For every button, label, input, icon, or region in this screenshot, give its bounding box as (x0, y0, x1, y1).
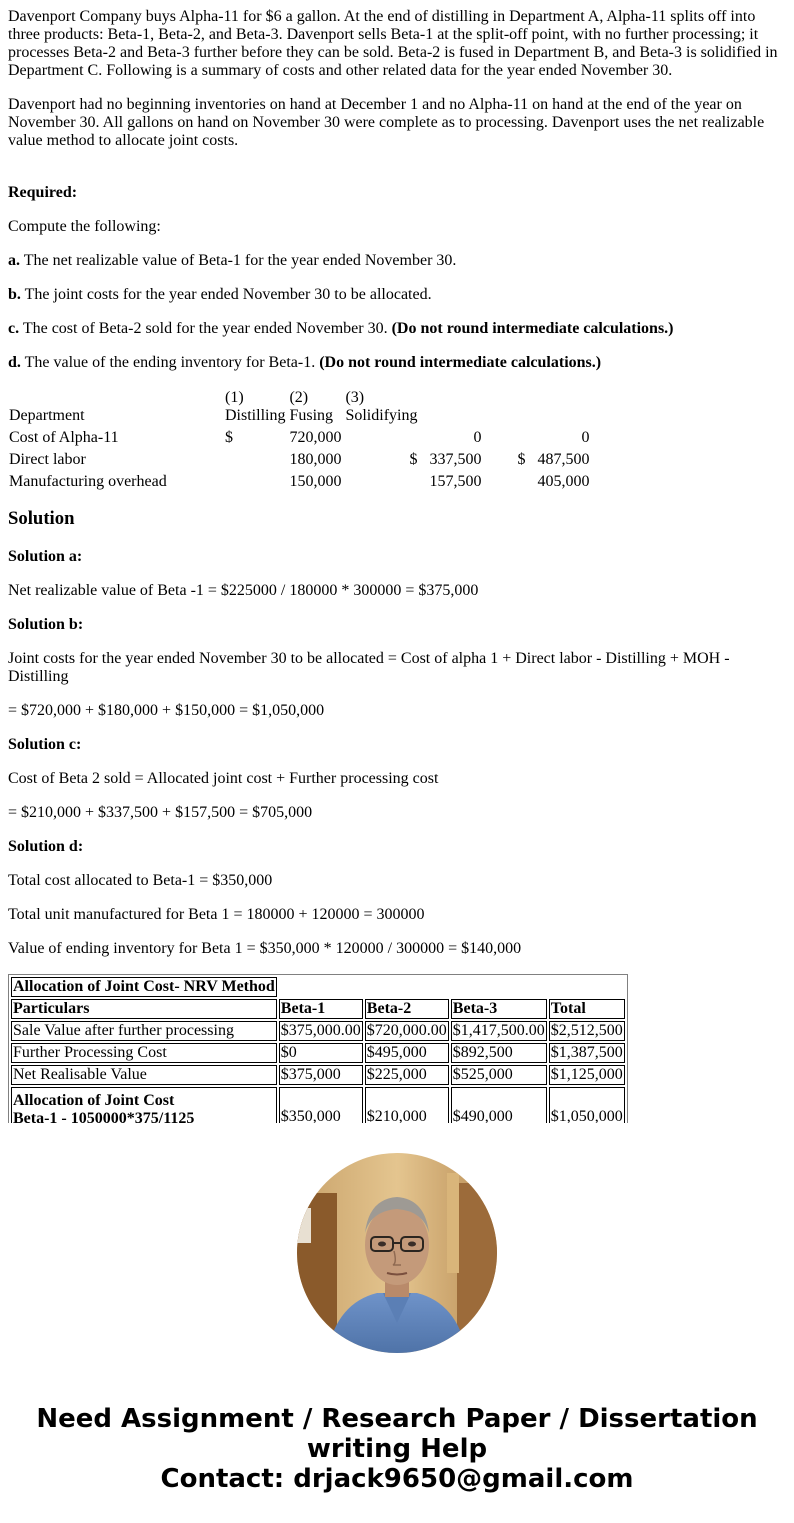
cell: 0 (581, 429, 590, 446)
requirement-note: (Do not round intermediate calculations.) (319, 354, 602, 371)
table-row (11, 1087, 625, 1123)
cell: $ (409, 451, 418, 468)
cell: $490,000 (451, 1087, 547, 1123)
required-heading: Required: (8, 184, 78, 201)
column-name: Solidifying (345, 407, 418, 424)
table-row (11, 1065, 625, 1085)
cell: 487,500 (537, 451, 590, 468)
banner-line-2: writing Help (306, 1434, 488, 1464)
column-header: Beta-1 (279, 999, 363, 1019)
solution-a-text: Net realizable value of Beta -1 = $225000 / 180000 * 300000 = $375,000 (8, 582, 479, 599)
cell (344, 472, 418, 492)
table-row (11, 1021, 625, 1041)
cell: 0 (473, 429, 482, 446)
cell: $1,050,000 (549, 1087, 625, 1123)
allocation-title-row (11, 977, 625, 997)
cell: $525,000 (451, 1065, 547, 1085)
cell: 180,000 (289, 451, 342, 468)
problem-paragraph-1: Davenport Company buys Alpha-11 for $6 a gallon. At the end of distilling in Department A, Alpha-11 splits off into three products: Beta-1, Beta-2, and Beta-3. Davenport sells Beta-1 at the split-off point, with no further processing; it processes Beta-2 and Beta-3 further before they can be sold. Beta-2 is fused in Department B, and Beta-3 is solidified in Department C. Following is a summary of costs and other related data for the year ended November 30. (8, 8, 778, 79)
allocation-label: Allocation of Joint Cost (13, 1092, 175, 1109)
cell: $225,000 (365, 1065, 449, 1085)
cell: $2,512,500 (550, 1022, 623, 1039)
author-photo-image (297, 1153, 497, 1353)
cell: Further Processing Cost (11, 1043, 277, 1063)
column-number: (2) (289, 389, 309, 406)
solution-d-text-1: Total cost allocated to Beta-1 = $350,000 (8, 872, 273, 889)
document-body (8, 8, 786, 1123)
column-header: Beta-3 (451, 999, 547, 1019)
solidifying-header (344, 388, 418, 426)
requirement-letter: a. (8, 252, 20, 269)
cell (344, 428, 418, 448)
table-row (8, 472, 590, 492)
cell: $ (517, 451, 526, 468)
cell: 150,000 (289, 473, 342, 490)
solution-d-text-3: Value of ending inventory for Beta 1 = $350,000 * 120000 / 300000 = $140,000 (8, 940, 522, 957)
column-header: Beta-2 (365, 999, 449, 1019)
department-cost-table (8, 386, 592, 494)
solution-b-text: Joint costs for the year ended November 30 to be allocated = Cost of alpha 1 + Direct labor - Distilling + MOH - Distilling (8, 650, 730, 685)
table-row (8, 428, 590, 448)
cell: $1,417,500.00 (452, 1022, 545, 1039)
cell: Sale Value after further processing (11, 1021, 277, 1041)
cell: $0 (279, 1043, 363, 1063)
requirement-a (8, 252, 786, 270)
column-header: Particulars (11, 999, 277, 1019)
solution-a-label: Solution a: (8, 548, 83, 565)
cell (224, 450, 286, 470)
solution-c-label: Solution c: (8, 736, 82, 753)
cell (11, 1087, 277, 1123)
column-name: Fusing (289, 407, 334, 424)
allocation-formula: Beta-1 - 1050000*375/1125 (13, 1110, 195, 1123)
row-label: Cost of Alpha-11 (9, 429, 119, 446)
requirement-text: The cost of Beta-2 sold for the year ended November 30. (19, 320, 392, 337)
column-number: (3) (345, 389, 365, 406)
empty-cell (528, 388, 590, 426)
cell: 720,000 (289, 429, 342, 446)
cell: $892,500 (451, 1043, 547, 1063)
requirement-text: The value of the ending inventory for Beta-1. (20, 354, 320, 371)
department-header: Department (9, 407, 85, 424)
solution-heading: Solution (8, 508, 75, 529)
cell (224, 472, 286, 492)
cell: Net Realisable Value (11, 1065, 277, 1085)
fusing-header (288, 388, 342, 426)
cell: $720,000.00 (366, 1022, 447, 1039)
problem-paragraph-2: Davenport had no beginning inventories on hand at December 1 and no Alpha-11 on hand at the end of the year on November 30. All gallons on hand on November 30 were complete as to processing. Davenport uses the net realizable value method to allocate joint costs. (8, 96, 765, 149)
cell: 337,500 (429, 451, 482, 468)
allocation-header-row (11, 999, 625, 1019)
requirement-note: (Do not round intermediate calculations.) (391, 320, 674, 337)
cell: 157,500 (429, 473, 482, 490)
cell: $1,125,000 (550, 1066, 623, 1083)
cell (484, 428, 526, 448)
cost-table-header (8, 388, 590, 426)
solution-b-label: Solution b: (8, 616, 84, 633)
solution-b-calc: = $720,000 + $180,000 + $150,000 = $1,050,000 (8, 702, 325, 719)
compute-intro: Compute the following: (8, 218, 161, 235)
distilling-header (224, 388, 286, 426)
requirement-text: The net realizable value of Beta-1 for the year ended November 30. (20, 252, 457, 269)
contact-banner (0, 1404, 794, 1494)
column-name: Distilling (225, 407, 286, 424)
cell: $375,000.00 (280, 1022, 361, 1039)
table-row (8, 450, 590, 470)
spacer (8, 166, 786, 184)
column-number: (1) (225, 389, 244, 406)
requirement-b (8, 286, 786, 304)
cell: $350,000 (279, 1087, 363, 1123)
solution-c-calc: = $210,000 + $337,500 + $157,500 = $705,000 (8, 804, 313, 821)
requirement-letter: c. (8, 320, 20, 337)
requirement-d (8, 354, 786, 372)
cell (484, 472, 526, 492)
row-label: Manufacturing overhead (9, 473, 167, 490)
requirement-letter: b. (8, 286, 21, 303)
banner-contact-line: Contact: drjack9650@gmail.com (160, 1464, 634, 1494)
row-label: Direct labor (9, 451, 86, 468)
requirement-text: The joint costs for the year ended November 30 to be allocated. (20, 286, 432, 303)
solution-c-text: Cost of Beta 2 sold = Allocated joint cost + Further processing cost (8, 770, 439, 787)
author-photo (297, 1153, 497, 1353)
solution-d-label: Solution d: (8, 838, 84, 855)
cell: $ (225, 429, 233, 446)
cell: $1,387,500 (550, 1044, 623, 1061)
cell: $375,000 (279, 1065, 363, 1085)
solution-d-text-2: Total unit manufactured for Beta 1 = 180000 + 120000 = 300000 (8, 906, 425, 923)
cell: $210,000 (365, 1087, 449, 1123)
empty-cell (420, 388, 482, 426)
allocation-title: Allocation of Joint Cost- NRV Method (13, 978, 275, 995)
column-header: Total (549, 999, 625, 1019)
cell: 405,000 (537, 473, 590, 490)
banner-line-1: Need Assignment / Research Paper / Dissertation (36, 1404, 758, 1434)
empty-cell (484, 388, 526, 426)
cell: $495,000 (365, 1043, 449, 1063)
table-row (11, 1043, 625, 1063)
requirement-c (8, 320, 786, 338)
allocation-table (8, 974, 628, 1123)
requirement-letter: d. (8, 354, 21, 371)
